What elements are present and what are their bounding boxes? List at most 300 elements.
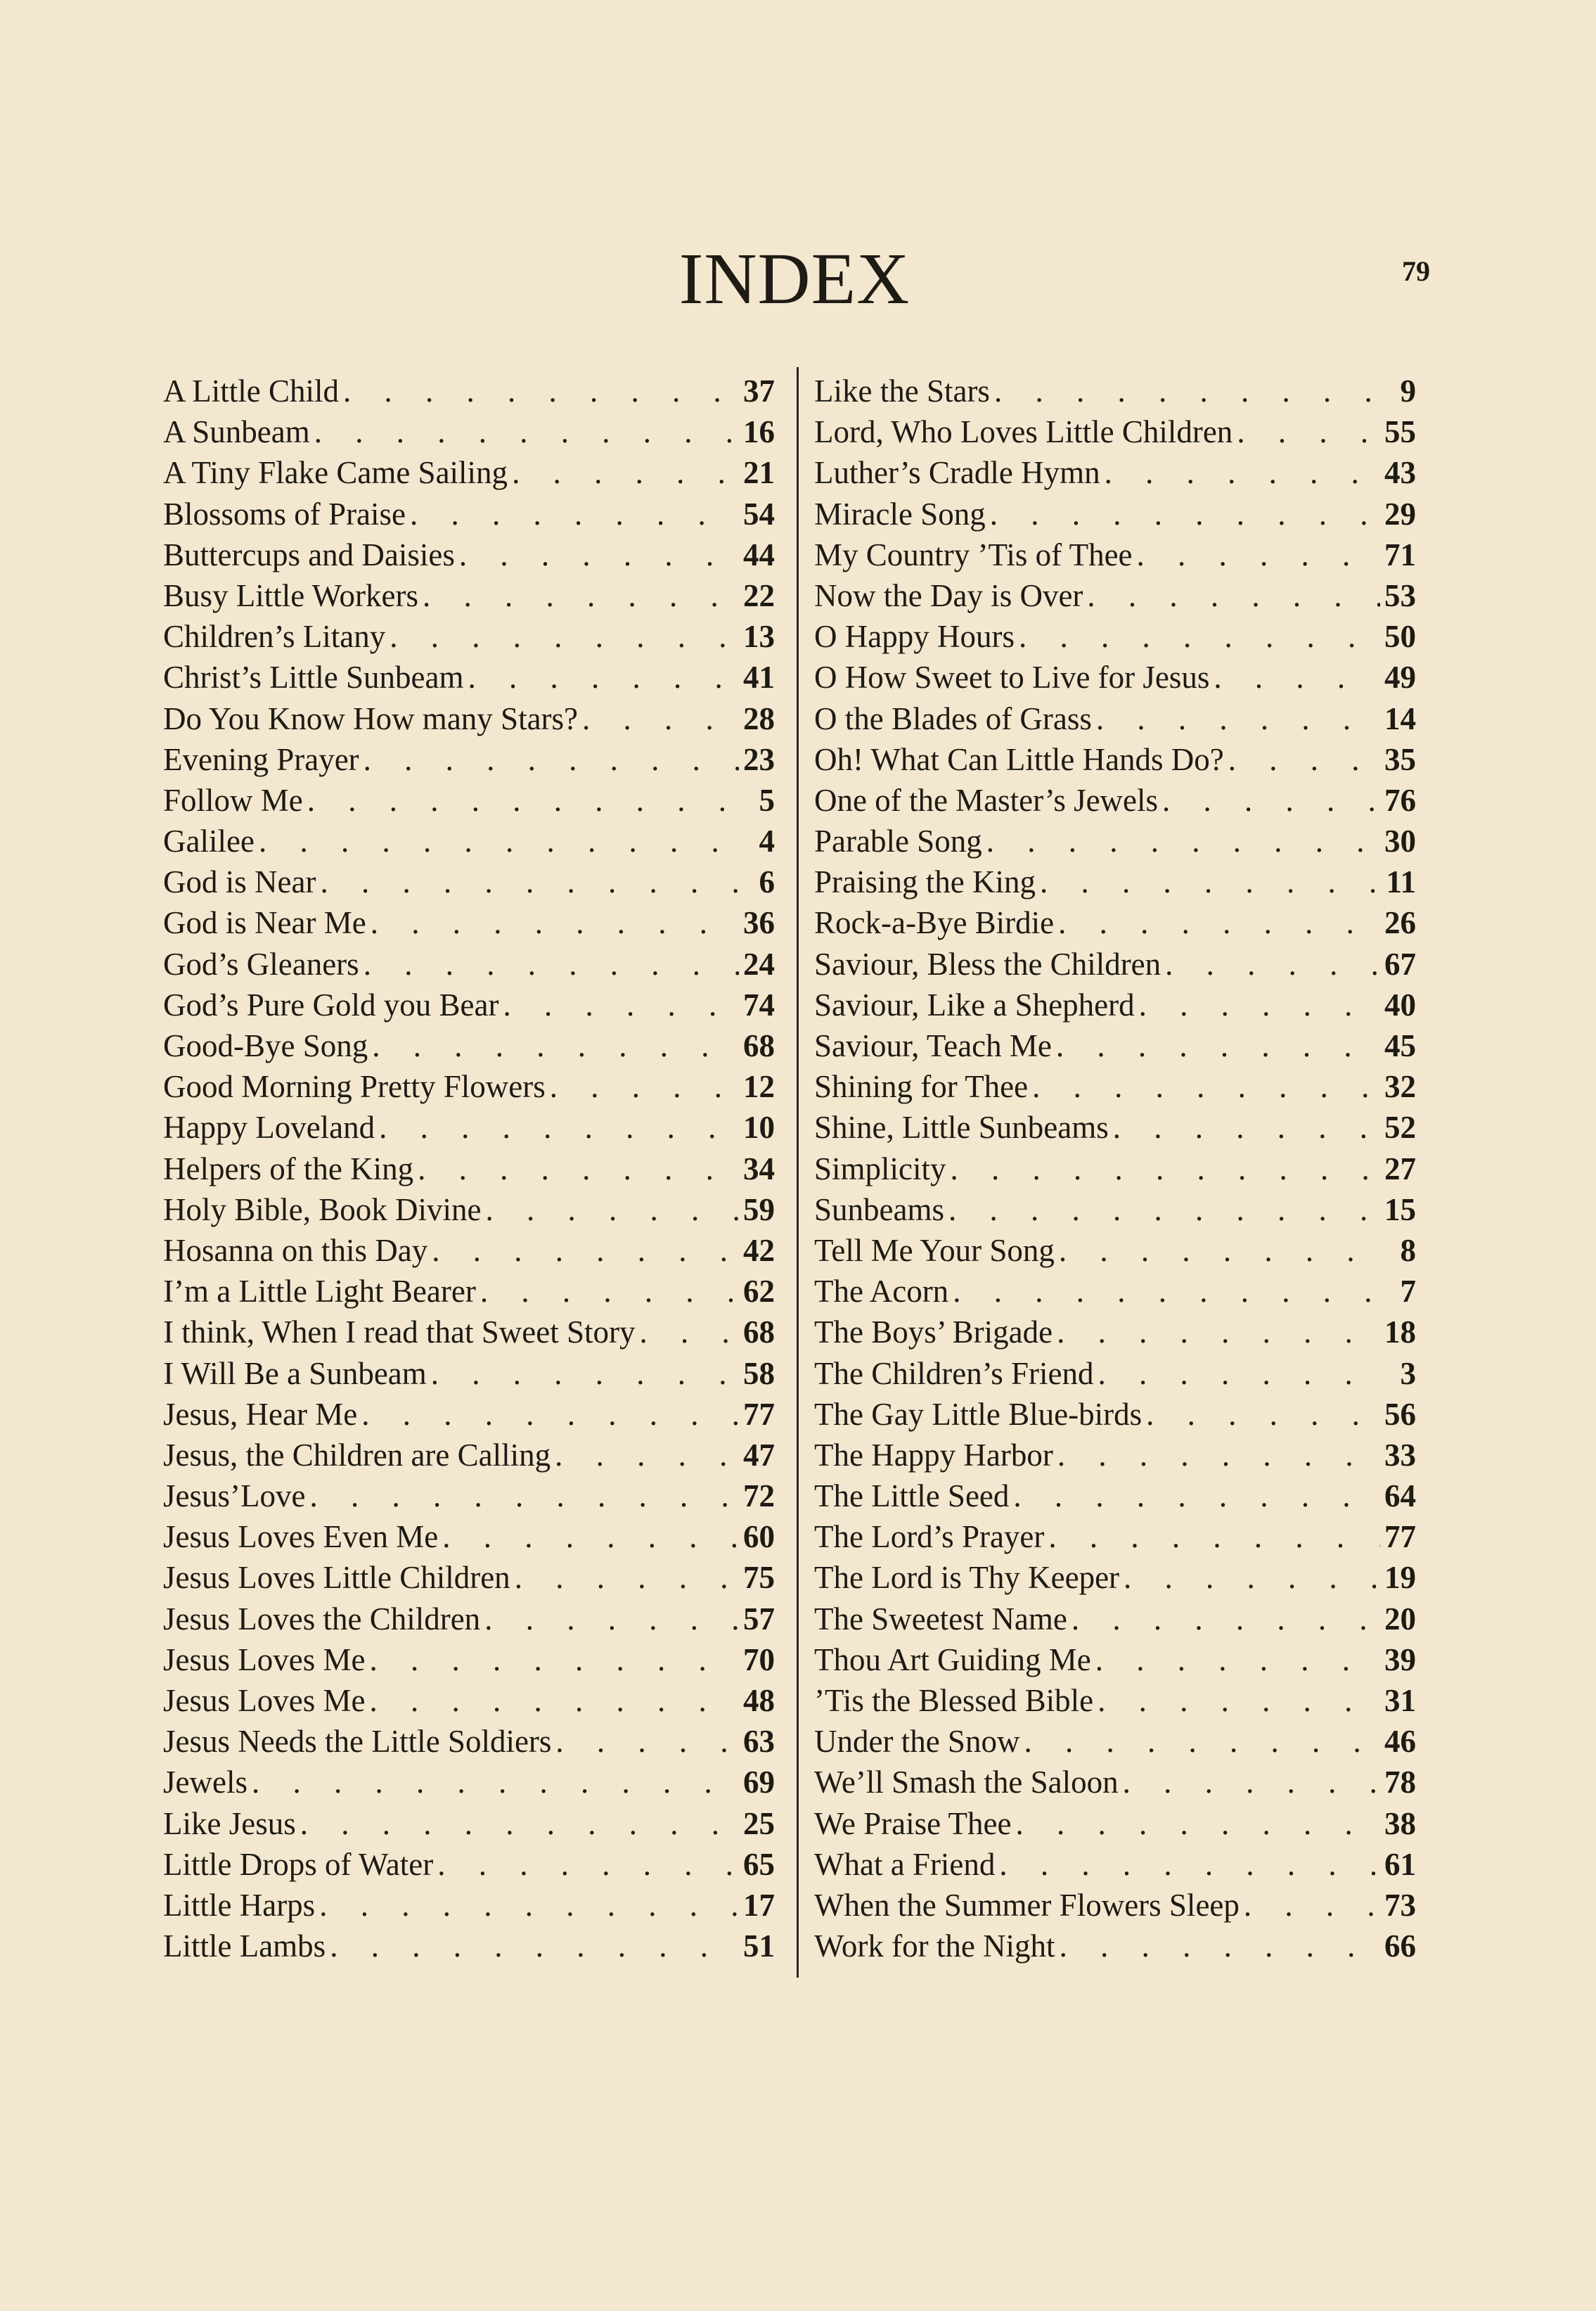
entry-page-number: 59 [743,1191,775,1227]
entry-page-number: 30 [1384,824,1416,859]
entry-title: The Lord is Thy Keeper [814,1560,1120,1596]
entry-title: God is Near Me [163,905,366,941]
entry-title: A Sunbeam [163,414,310,450]
dot-leader [343,371,739,411]
index-entry [814,1148,1416,1189]
index-entry [163,821,775,862]
entry-title: Jesus, the Children are Calling [163,1437,551,1473]
index-entry [163,1762,775,1803]
dot-leader [371,902,739,943]
entry-page-number: 11 [1386,864,1416,900]
dot-leader [468,657,739,698]
entry-page-number: 16 [743,414,775,450]
dot-leader [1137,534,1380,575]
dot-leader [512,452,739,493]
entry-page-number: 67 [1384,946,1416,982]
index-entry [163,1680,775,1721]
index-entry [814,1762,1416,1803]
entry-page-number: 66 [1384,1928,1416,1964]
dot-leader [418,1148,739,1189]
entry-page-number: 72 [743,1478,775,1514]
index-entry [163,1721,775,1762]
index-entry [814,1557,1416,1598]
index-entry [163,1435,775,1475]
index-entry [163,1312,775,1352]
entry-title: ’Tis the Blessed Bible [814,1683,1094,1718]
dot-leader [994,371,1381,411]
index-entry [814,902,1416,943]
dot-leader [640,1312,739,1352]
dot-leader [999,1844,1380,1885]
index-entry [814,1844,1416,1885]
entry-page-number: 6 [759,864,775,900]
index-entry [163,534,775,575]
dot-leader [485,1189,739,1230]
index-entry [814,1189,1416,1230]
entry-page-number: 68 [743,1028,775,1063]
dot-leader [1058,902,1380,943]
entry-title: Hosanna on this Day [163,1232,428,1268]
index-entry [814,1639,1416,1680]
dot-leader [300,1803,739,1844]
entry-title: Helpers of the King [163,1151,414,1186]
index-entry [163,1516,775,1557]
dot-leader [948,1189,1380,1230]
entry-page-number: 45 [1384,1028,1416,1063]
entry-page-number: 46 [1384,1724,1416,1760]
dot-leader [431,1353,739,1394]
entry-page-number: 74 [743,987,775,1023]
entry-title: Blossoms of Praise [163,496,406,532]
entry-title: O How Sweet to Live for Jesus [814,660,1210,696]
index-entry [814,1926,1416,1966]
index-entry [814,1721,1416,1762]
index-entry [163,1148,775,1189]
entry-title: Christ’s Little Sunbeam [163,660,464,696]
index-entry [163,1394,775,1435]
index-entry [163,739,775,780]
index-entry [814,1066,1416,1107]
index-entry [814,1516,1416,1557]
index-entry [163,1025,775,1066]
entry-page-number: 51 [743,1928,775,1964]
entry-title: Saviour, Teach Me [814,1028,1052,1063]
entry-title: Shining for Thee [814,1069,1029,1105]
entry-page-number: 38 [1384,1805,1416,1841]
entry-page-number: 52 [1384,1110,1416,1146]
index-entry [163,575,775,616]
dot-leader [990,494,1380,534]
entry-title: Now the Day is Over [814,577,1083,613]
index-entry [814,862,1416,902]
index-entry [814,1394,1416,1435]
entry-page-number: 42 [743,1232,775,1268]
index-entry [814,494,1416,534]
entry-title: The Acorn [814,1274,949,1310]
dot-leader [1057,1435,1380,1475]
entry-title: Luther’s Cradle Hymn [814,455,1100,491]
column-divider [797,367,799,1978]
entry-page-number: 33 [1384,1437,1416,1473]
index-entry [163,1353,775,1394]
index-entry [814,739,1416,780]
entry-title: I think, When I read that Sweet Story [163,1314,636,1350]
index-entry [814,1312,1416,1352]
entry-title: Like the Stars [814,373,990,409]
dot-leader [410,494,739,534]
entry-page-number: 73 [1384,1887,1416,1923]
entry-title: My Country ’Tis of Thee [814,537,1133,572]
index-entry [163,1844,775,1885]
entry-page-number: 26 [1384,905,1416,941]
dot-leader [1162,780,1380,821]
index-entry [163,1230,775,1271]
entry-title: The Happy Harbor [814,1437,1053,1473]
dot-leader [320,862,740,902]
dot-leader [1015,1803,1380,1844]
entry-page-number: 47 [743,1437,775,1473]
entry-page-number: 7 [1400,1274,1416,1310]
dot-leader [515,1557,739,1598]
entry-page-number: 57 [743,1601,775,1637]
entry-title: Happy Loveland [163,1110,375,1146]
dot-leader [390,616,739,657]
index-entry [163,1639,775,1680]
entry-page-number: 48 [743,1683,775,1718]
entry-page-number: 70 [743,1641,775,1677]
entry-title: The Little Seed [814,1478,1010,1514]
entry-page-number: 75 [743,1560,775,1596]
entry-page-number: 77 [1384,1519,1416,1555]
entry-title: Jesus Loves Me [163,1683,366,1718]
dot-leader [442,1516,739,1557]
entry-page-number: 20 [1384,1601,1416,1637]
entry-page-number: 19 [1384,1560,1416,1596]
dot-leader [1087,575,1380,616]
dot-leader [372,1025,739,1066]
entry-page-number: 55 [1384,414,1416,450]
entry-title: One of the Master’s Jewels [814,782,1159,818]
index-entry [814,534,1416,575]
entry-page-number: 23 [743,741,775,777]
dot-leader [1228,739,1380,780]
dot-leader [484,1599,739,1639]
entry-title: Good-Bye Song [163,1028,368,1063]
dot-leader [423,575,739,616]
entry-page-number: 18 [1384,1314,1416,1350]
entry-title: The Boys’ Brigade [814,1314,1053,1350]
index-entry [163,371,775,411]
page-title: INDEX [678,238,910,319]
entry-title: Shine, Little Sunbeams [814,1110,1109,1146]
entry-title: A Little Child [163,373,340,409]
dot-leader [319,1885,739,1926]
entry-title: Buttercups and Daisies [163,537,455,572]
entry-title: Jesus Loves Little Children [163,1560,510,1596]
entry-title: Praising the King [814,864,1036,900]
entry-page-number: 60 [743,1519,775,1555]
entry-page-number: 25 [743,1805,775,1841]
dot-leader [480,1271,739,1312]
entry-page-number: 61 [1384,1846,1416,1882]
entry-page-number: 9 [1400,373,1416,409]
dot-leader [259,821,740,862]
dot-leader [1139,985,1380,1025]
entry-page-number: 62 [743,1274,775,1310]
entry-title: God’s Pure Gold you Bear [163,987,499,1023]
entry-title: Good Morning Pretty Flowers [163,1069,546,1105]
entry-page-number: 69 [743,1765,775,1800]
entry-title: Do You Know How many Stars? [163,700,579,736]
entry-title: Follow Me [163,782,303,818]
dot-leader [555,1721,739,1762]
index-entry [163,494,775,534]
entry-page-number: 37 [743,373,775,409]
index-entry [163,780,775,821]
entry-title: Jesus Loves Even Me [163,1519,439,1555]
index-entry [814,1599,1416,1639]
entry-page-number: 58 [743,1355,775,1391]
index-entry [814,1680,1416,1721]
entry-title: Sunbeams [814,1191,944,1227]
index-entry [814,616,1416,657]
entry-title: Saviour, Bless the Children [814,946,1161,982]
entry-page-number: 64 [1384,1478,1416,1514]
index-entry [163,1107,775,1148]
entry-title: The Gay Little Blue-birds [814,1396,1143,1432]
index-entry [814,575,1416,616]
entry-title: We’ll Smash the Saloon [814,1765,1119,1800]
entry-title: Children’s Litany [163,619,386,655]
dot-leader [1105,452,1380,493]
entry-title: Little Lambs [163,1928,326,1964]
index-entry [163,1557,775,1598]
entry-page-number: 14 [1384,700,1416,736]
dot-leader [459,534,739,575]
entry-title: Jesus, Hear Me [163,1396,358,1432]
dot-leader [1013,1475,1380,1516]
entry-title: Work for the Night [814,1928,1055,1964]
index-entry [814,1885,1416,1926]
index-entry [163,1803,775,1844]
entry-title: Jesus Needs the Little Soldiers [163,1724,552,1760]
index-entry [163,862,775,902]
index-entry [814,1803,1416,1844]
dot-leader [1098,1680,1380,1721]
entry-page-number: 77 [743,1396,775,1432]
entry-title: Little Drops of Water [163,1846,434,1882]
index-entry [814,371,1416,411]
entry-page-number: 29 [1384,496,1416,532]
dot-leader [330,1926,739,1966]
index-entry [163,616,775,657]
entry-page-number: 8 [1400,1232,1416,1268]
entry-title: Galilee [163,824,255,859]
dot-leader [1024,1721,1380,1762]
entry-title: We Praise Thee [814,1805,1012,1841]
dot-leader [361,1394,739,1435]
entry-page-number: 35 [1384,741,1416,777]
dot-leader [1214,657,1380,698]
entry-title: Tell Me Your Song [814,1232,1055,1268]
entry-title: God is Near [163,864,316,900]
entry-page-number: 54 [743,496,775,532]
index-entry [163,1271,775,1312]
dot-leader [1113,1107,1380,1148]
index-entry [163,1885,775,1926]
index-entry [814,411,1416,452]
entry-title: Rock-a-Bye Birdie [814,905,1055,941]
page-number: 79 [1402,255,1430,287]
entry-title: Simplicity [814,1151,946,1186]
entry-page-number: 5 [759,782,775,818]
dot-leader [1071,1599,1380,1639]
dot-leader [1059,1230,1381,1271]
entry-title: Jesus Loves the Children [163,1601,481,1637]
entry-page-number: 56 [1384,1396,1416,1432]
index-entry [814,1435,1416,1475]
entry-page-number: 50 [1384,619,1416,655]
dot-leader [1032,1066,1380,1107]
index-entry [163,902,775,943]
dot-leader [314,411,739,452]
dot-leader [1057,1312,1380,1352]
entry-page-number: 3 [1400,1355,1416,1391]
entry-title: Jewels [163,1765,247,1800]
entry-page-number: 28 [743,700,775,736]
index-entry [814,985,1416,1025]
dot-leader [503,985,739,1025]
entry-title: A Tiny Flake Came Sailing [163,455,508,491]
index-entry [163,985,775,1025]
index-entry [163,657,775,698]
entry-page-number: 40 [1384,987,1416,1023]
entry-page-number: 41 [743,660,775,696]
index-entry [814,780,1416,821]
index-entry [814,821,1416,862]
dot-leader [986,821,1380,862]
entry-title: Little Harps [163,1887,316,1923]
entry-title: Miracle Song [814,496,986,532]
dot-leader [1244,1885,1380,1926]
entry-page-number: 4 [759,824,775,859]
entry-title: Thou Art Guiding Me [814,1641,1091,1677]
dot-leader [1095,1639,1380,1680]
index-entry [163,1475,775,1516]
entry-page-number: 13 [743,619,775,655]
index-column-left [163,371,775,1966]
entry-title: The Sweetest Name [814,1601,1067,1637]
dot-leader [252,1762,739,1803]
dot-leader [1237,411,1380,452]
index-entry [163,1926,775,1966]
entry-title: O Happy Hours [814,619,1015,655]
index-entry [814,1475,1416,1516]
dot-leader [555,1435,739,1475]
entry-page-number: 22 [743,577,775,613]
dot-leader [1123,1762,1380,1803]
entry-page-number: 68 [743,1314,775,1350]
index-entry [814,1271,1416,1312]
index-entry [163,411,775,452]
entry-page-number: 53 [1384,577,1416,613]
index-entry [163,452,775,493]
index-entry [814,698,1416,739]
entry-page-number: 10 [743,1110,775,1146]
entry-page-number: 21 [743,455,775,491]
dot-leader [1056,1025,1380,1066]
index-column-right [814,371,1416,1966]
dot-leader [1096,698,1380,739]
dot-leader [1060,1926,1380,1966]
dot-leader [437,1844,739,1885]
entry-page-number: 12 [743,1069,775,1105]
entry-title: Lord, Who Loves Little Children [814,414,1233,450]
dot-leader [1019,616,1380,657]
entry-title: Under the Snow [814,1724,1020,1760]
index-entry [163,1599,775,1639]
index-entry [814,452,1416,493]
dot-leader [953,1271,1381,1312]
entry-title: I’m a Little Light Bearer [163,1274,476,1310]
dot-leader [1040,862,1381,902]
dot-leader [1146,1394,1380,1435]
index-entry [814,1353,1416,1394]
entry-page-number: 43 [1384,455,1416,491]
entry-title: Holy Bible, Book Divine [163,1191,482,1227]
dot-leader [1098,1353,1381,1394]
entry-title: Parable Song [814,824,982,859]
entry-title: God’s Gleaners [163,946,359,982]
dot-leader [1124,1557,1380,1598]
index-entry [814,1107,1416,1148]
dot-leader [432,1230,739,1271]
entry-page-number: 76 [1384,782,1416,818]
index-entry [814,1025,1416,1066]
index-entry [814,1230,1416,1271]
entry-title: Oh! What Can Little Hands Do? [814,741,1224,777]
dot-leader [309,1475,739,1516]
dot-leader [369,1680,739,1721]
entry-page-number: 39 [1384,1641,1416,1677]
dot-leader [307,780,740,821]
entry-page-number: 78 [1384,1765,1416,1800]
index-entry [814,657,1416,698]
dot-leader [951,1148,1380,1189]
dot-leader [363,739,739,780]
entry-title: Jesus’Love [163,1478,306,1514]
entry-page-number: 44 [743,537,775,572]
dot-leader [363,944,739,985]
index-entry [814,944,1416,985]
dot-leader [550,1066,739,1107]
entry-title: O the Blades of Grass [814,700,1092,736]
entry-title: Evening Prayer [163,741,359,777]
entry-title: When the Summer Flowers Sleep [814,1887,1240,1923]
entry-page-number: 32 [1384,1069,1416,1105]
index-entry [163,1066,775,1107]
entry-title: Like Jesus [163,1805,296,1841]
entry-page-number: 49 [1384,660,1416,696]
index-entry [163,944,775,985]
entry-page-number: 24 [743,946,775,982]
entry-title: What a Friend [814,1846,996,1882]
entry-page-number: 15 [1384,1191,1416,1227]
entry-page-number: 71 [1384,537,1416,572]
index-entry [163,1189,775,1230]
entry-title: I Will Be a Sunbeam [163,1355,427,1391]
index-entry [163,698,775,739]
